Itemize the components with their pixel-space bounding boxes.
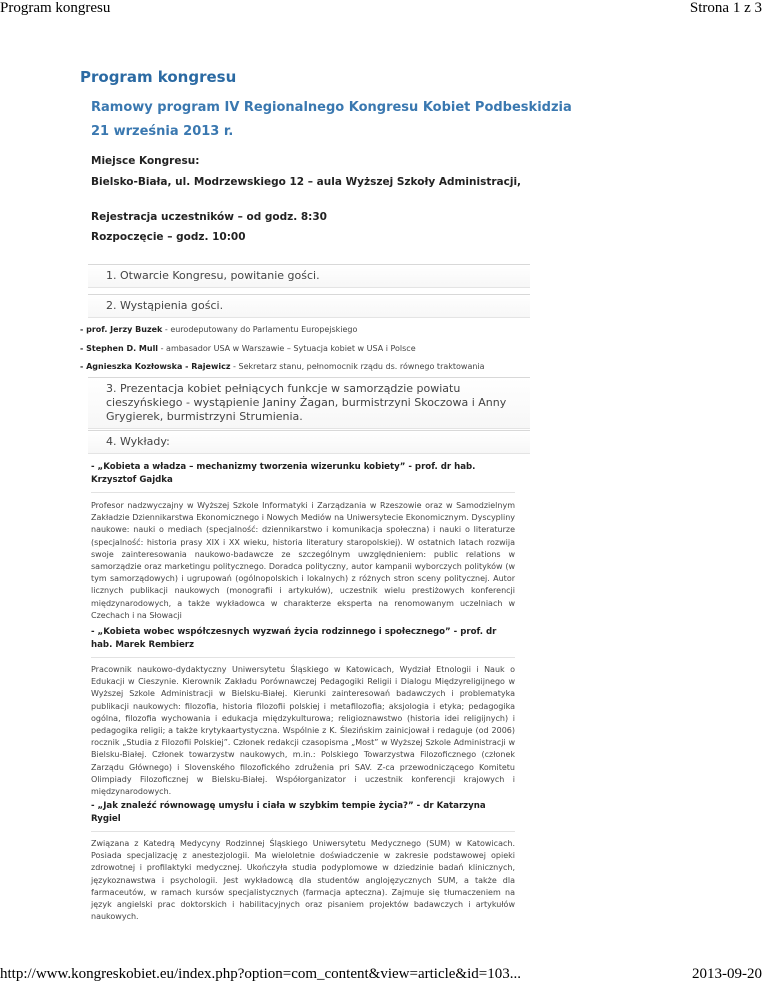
divider [91, 492, 515, 493]
guest-item [80, 344, 416, 353]
page-title: Program kongresu [80, 68, 237, 86]
section-heading-opening: 1. Otwarcie Kongresu, powitanie gości. [88, 264, 530, 288]
venue-label: Miejsce Kongresu: [91, 155, 200, 167]
guest-role: - ambasador USA w Warszawie – Sytuacja kobiet w USA i Polsce [158, 344, 416, 353]
guest-item [80, 325, 357, 334]
lecture-bio: Związana z Katedrą Medycyny Rodzinnej Śląskiego Uniwersytetu Medycznego (SUM) w Katowicach. Posiada specjalizację z anestezjologii. Ma wieloletnie doświadczenie w zakresie podstawowej opieki zdrowotnej i profilaktyki medycznej. Ukończyła studia podyplomowe w dziedzinie badań klinicznych, językoznawstwa i psychologii. Jest wykładowcą dla studentów anglojęzycznych SUM, a także dla farmaceutów, w ramach kursów specjalistycznych (farmacja apteczna). Zajmuje się tłumaczeniem na język angielski prac doktorskich i habilitacyjnych oraz pisaniem projektów badawczych i artykułów naukowych. [91, 839, 515, 922]
section-heading-presentation: 3. Prezentacja kobiet pełniących funkcje w samorządzie powiatu cieszyńskiego - wystąpienie Janiny Żagan, burmistrzyni Skoczowa i Anny Grygierek, burmistrzyni Strumienia. [88, 377, 530, 429]
registration-time: Rejestracja uczestników – od godz. 8:30 [91, 211, 327, 223]
guest-item [80, 362, 485, 371]
print-header-title: Program kongresu [0, 0, 111, 16]
intro-title-line1: Ramowy program IV Regionalnego Kongresu Kobiet Podbeskidzia [91, 100, 572, 115]
guest-name: - Stephen D. Mull [80, 344, 159, 353]
print-footer-date: 2013-09-20 [692, 966, 762, 982]
lecture-title [91, 461, 515, 493]
lecture-title-text: - „Kobieta a władza – mechanizmy tworzenia wizerunku kobiety” - prof. dr hab. Krzysztof Gajdka [91, 462, 476, 485]
lecture-title [91, 626, 515, 658]
intro-title-date: 21 września 2013 r. [91, 124, 234, 139]
lecture-bio: Pracownik naukowo-dydaktyczny Uniwersytetu Śląskiego w Katowicach, Wydział Etnologii i Nauk o Edukacji w Cieszynie. Kierownik Zakładu Porównawczej Pedagogiki Religii i Dialogu Międzyreligijnego w Wyższej Szkole Administracji w Bielsku-Białej. Kierunki zainteresowań badawczych i problematyka publikacji naukowych: filozofia, historia filozofii polskiej i metafilozofia; aksjologia i etyka; pedagogika ogólna, filozofia wychowania i edukacja międzykulturowa; religioznawstwo (historia idei religijnych) i pedagogika religii; a także krytykaartystyczna. Wspólnie z K. Ślezińskim zainicjował i redaguje (od 2006) rocznik „Studia z Filozofii Polskiej”. Członek redakcji czasopisma „Most” w Wyższej Szkole Administracji w Bielsku-Białej. Członek towarzystw naukowych, m.in.: Polskiego Towarzystwa Filozoficznego (członek Zarządu Głównego) i Slovenského filozofického združenia pri SAV. Z-ca przewodniczącego Komitetu Olimpiady Filozoficznej w Bielsku-Białej. Współorganizator i uczestnik konferencji krajowych i międzynarodowych. [91, 665, 515, 797]
divider [91, 831, 515, 832]
print-header [0, 0, 768, 22]
divider [91, 657, 515, 658]
print-footer-url: http://www.kongreskobiet.eu/index.php?option=com_content&view=article&id=103... [0, 966, 521, 982]
guest-role: - Sekretarz stanu, pełnomocnik rządu ds. równego traktowania [230, 362, 485, 371]
section-heading-lectures: 4. Wykłady: [88, 430, 530, 454]
start-time: Rozpoczęcie – godz. 10:00 [91, 231, 246, 243]
section-heading-guests: 2. Wystąpienia gości. [88, 294, 530, 318]
print-footer [0, 966, 768, 988]
print-header-page-info: Strona 1 z 3 [689, 0, 762, 16]
lecture-title-text: - „Kobieta wobec współczesnych wyzwań życia rodzinnego i społecznego” - prof. dr hab. Marek Rembierz [91, 627, 497, 650]
lecture-bio: Profesor nadzwyczajny w Wyższej Szkole Informatyki i Zarządzania w Rzeszowie oraz w Samodzielnym Zakładzie Dziennikarstwa Ekonomicznego i Nowych Mediów na Uniwersytecie Ekonomicznym. Dyscypliny naukowe: nauki o mediach (specjalność: dziennikarstwo i komunikacja społeczna) i nauki o literaturze (specjalność: historia prasy XIX i XX wieku, historia literatury staropolskiej). W ostatnich latach rozwija swoje zainteresowania naukowo-badawcze ze szczególnym uwzględnieniem: public relations w samorządzie oraz marketingu politycznego. Doradca polityczny, autor kampanii wyborczych polityków (w tym samorządowych) i ugrupowań (ogólnopolskich i lokalnych) z różnych stron sceny politycznej. Autor licznych publikacji naukowych (monografii i artykułów), uczestnik wielu prestiżowych konferencji międzynarodowych, a także wykładowca w charakterze eksperta na renomowanym uczelniach w Czechach i na Słowacji [91, 501, 515, 620]
lecture-title [91, 800, 515, 832]
venue-address: Bielsko-Biała, ul. Modrzewskiego 12 – aula Wyższej Szkoły Administracji, [91, 176, 522, 188]
lecture-title-text: - „Jak znaleźć równowagę umysłu i ciała w szybkim tempie życia?” - dr Katarzyna Rygiel [91, 801, 486, 824]
intro-title [91, 96, 691, 144]
guest-name: - Agnieszka Kozłowska - Rajewicz [80, 362, 231, 371]
guest-role: - eurodeputowany do Parlamentu Europejskiego [162, 325, 358, 334]
guest-name: - prof. Jerzy Buzek [80, 325, 163, 334]
